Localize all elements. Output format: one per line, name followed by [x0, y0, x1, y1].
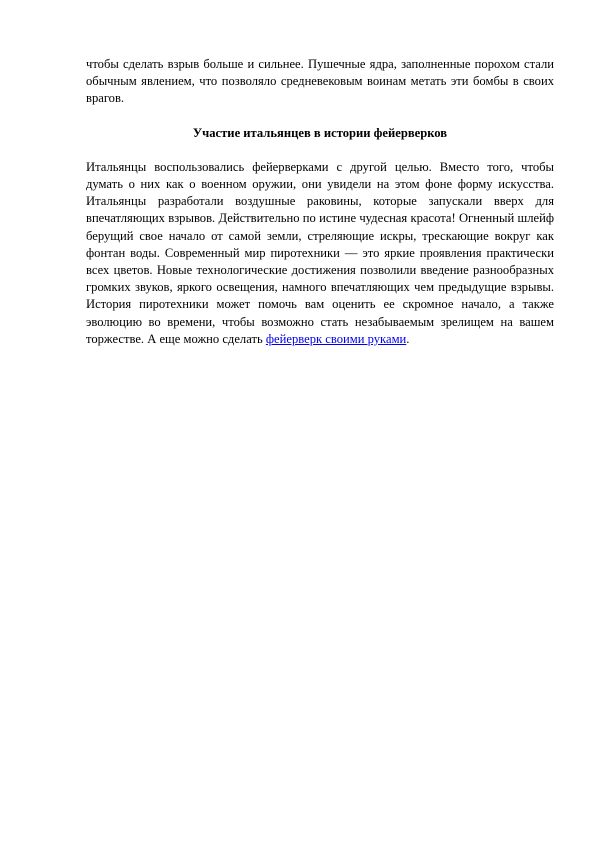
intro-paragraph: чтобы сделать взрыв больше и сильнее. Пушечные ядра, заполненные порохом стали обычным явлением, что позволяло средневековым воинам метать эти бомбы в своих врагов. [86, 57, 554, 106]
trailing-period: . [406, 331, 410, 346]
document-content [86, 56, 554, 348]
body-paragraph [86, 159, 554, 348]
section-heading: Участие итальянцев в истории фейерверков [192, 125, 448, 140]
fireworks-diy-link[interactable]: фейерверк своими руками [265, 331, 407, 346]
body-paragraph-text: Итальянцы воспользовались фейерверками с другой целью. Вместо того, чтобы думать о них как о военном оружии, они увидели на этом фоне форму искусства. Итальянцы разработали воздушные раковины, которые запускали вверх для впечатляющих взрывов. Действительно по истине чудесная красота! Огненный шлейф берущий свое начало от самой земли, стреляющие искры, трескающие вокруг как фонтан воды. Современный мир пиротехники — это яркие проявления практически всех цветов. Новые технологические достижения позволили введение разнообразных громких звуков, яркого освещения, намного впечатляющих чем предыдущие взрывы. История пиротехники может помочь вам оценить ее скромное начало, а также эволюцию во времени, чтобы возможно стать незабываемым зрелищем на вашем торжестве. А еще можно сделать [86, 159, 554, 346]
